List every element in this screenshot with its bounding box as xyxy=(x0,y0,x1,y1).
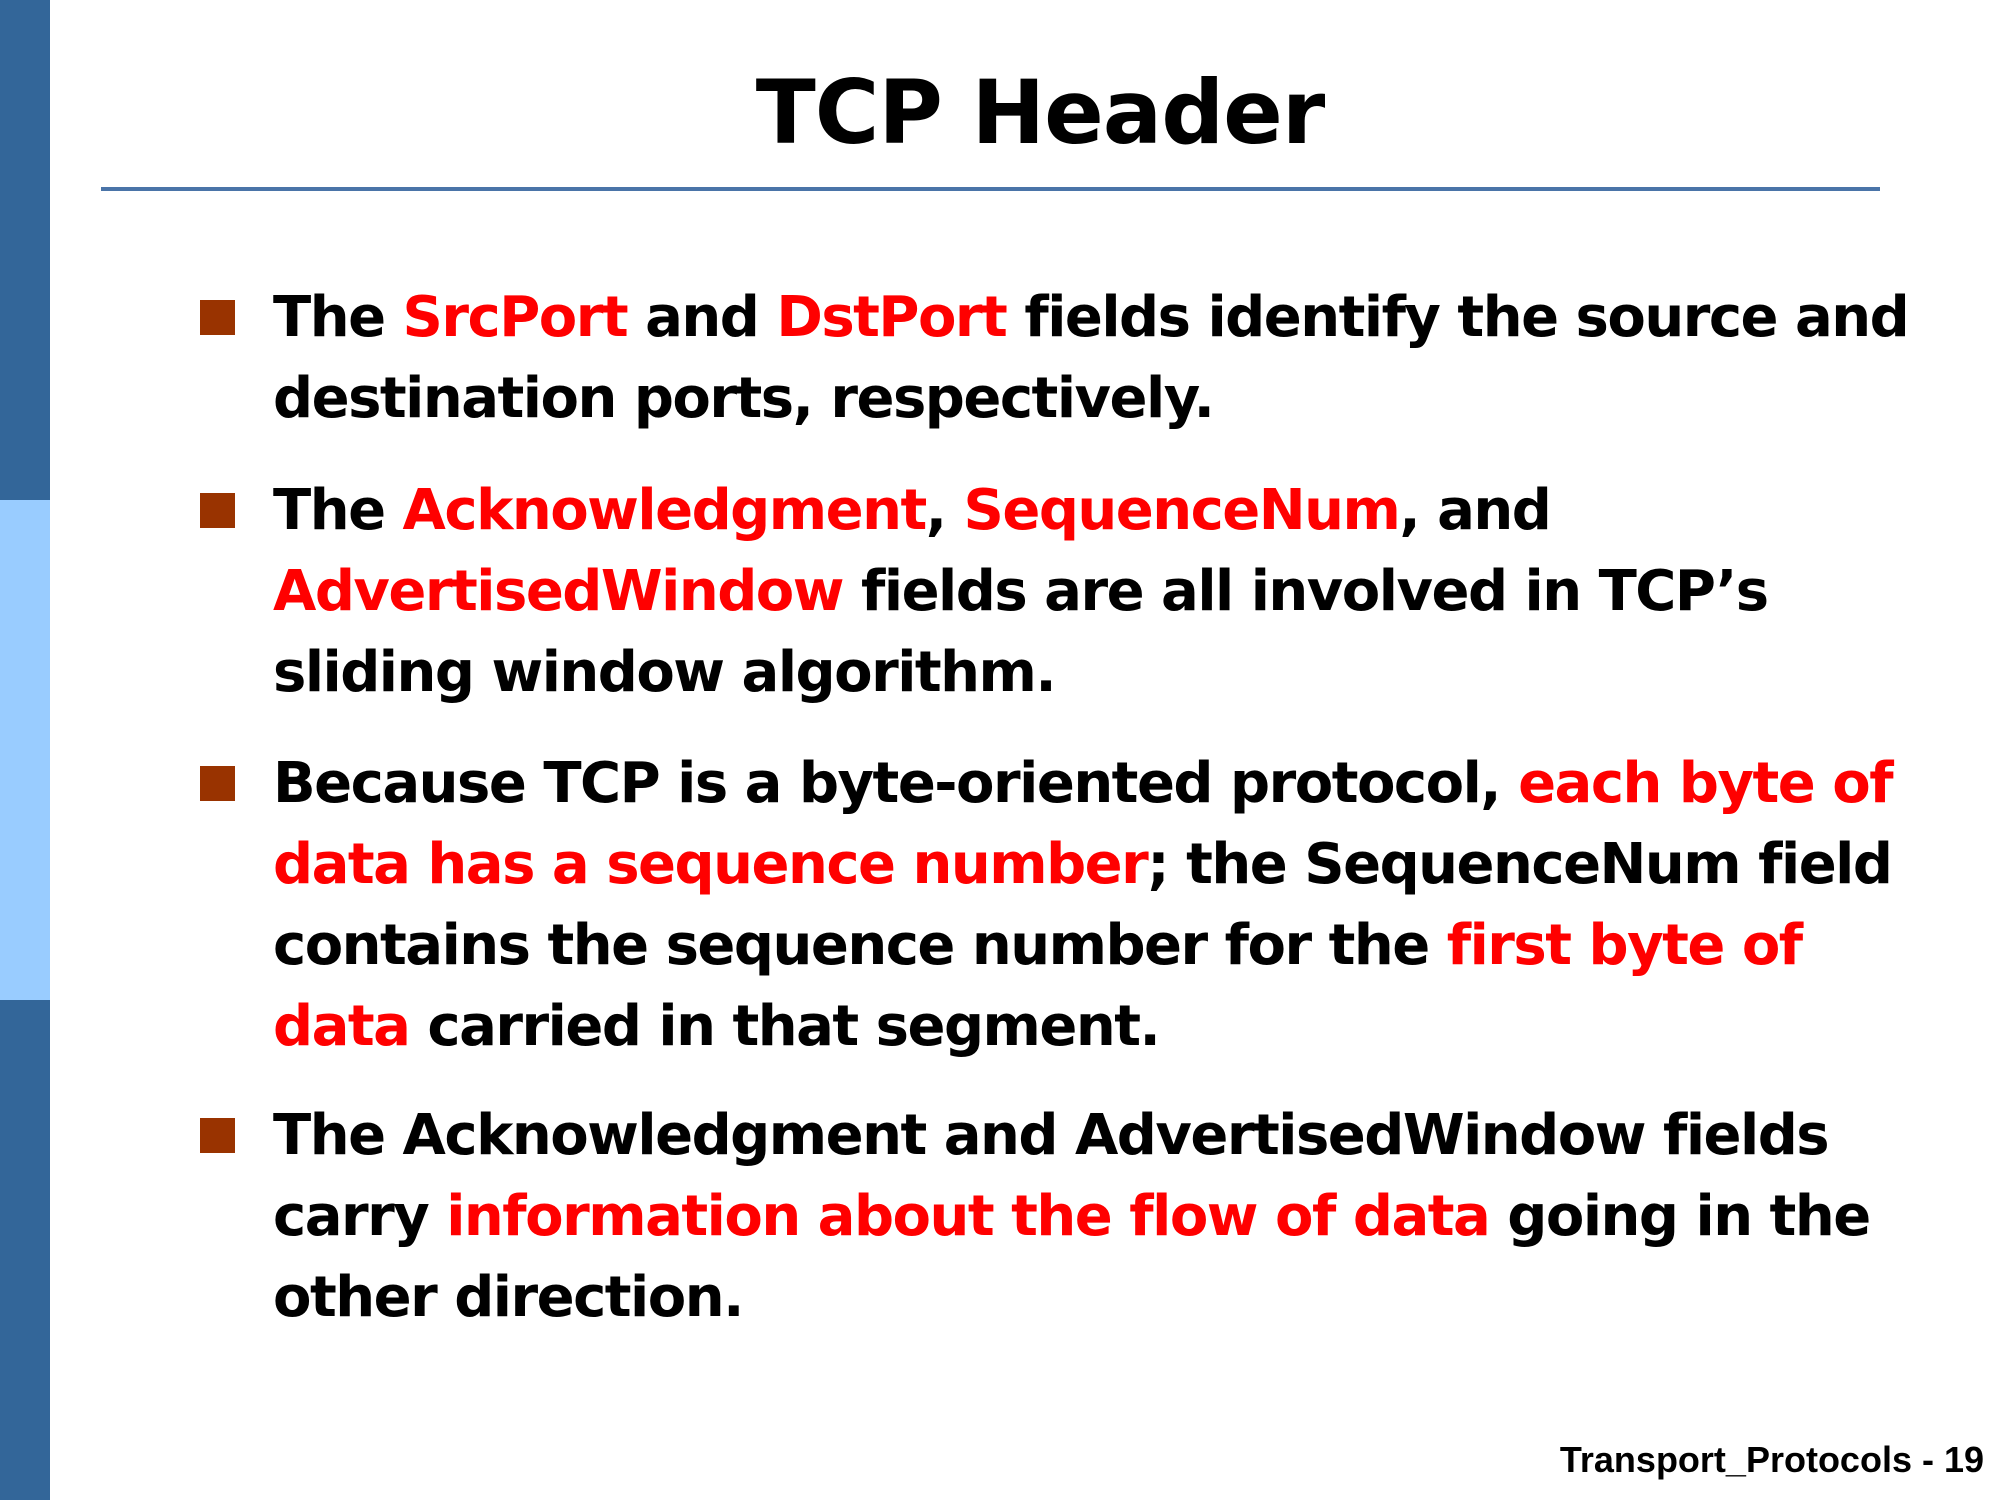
text-run: fields are all involved in TCP’s sliding window algorithm. xyxy=(273,559,1768,705)
highlighted-text-run: first byte of data xyxy=(273,913,1802,1059)
square-bullet-icon xyxy=(200,300,235,335)
slide-title: TCP Header xyxy=(755,61,1325,164)
text-run: and xyxy=(627,285,777,350)
highlighted-text-run: AdvertisedWindow xyxy=(273,559,844,624)
square-bullet-icon xyxy=(200,493,235,528)
bullet-text xyxy=(273,470,1913,713)
text-run: The xyxy=(273,285,403,350)
bullet-text xyxy=(273,743,1913,1067)
slide-footer: Transport_Protocols - 19 xyxy=(1559,1439,1984,1480)
text-run: The xyxy=(273,478,403,543)
highlighted-text-run: SrcPort xyxy=(402,285,628,350)
bullet-text xyxy=(273,1095,1913,1338)
highlighted-text-run: Acknowledgment xyxy=(402,478,926,543)
highlighted-text-run: each byte of data has a sequence number xyxy=(273,751,1893,897)
text-run: , and xyxy=(1399,478,1551,543)
square-bullet-icon xyxy=(200,766,235,801)
text-run: going in the other direction. xyxy=(273,1184,1870,1330)
text-run: ; the SequenceNum field contains the sequence number for the xyxy=(273,832,1892,978)
text-run: , xyxy=(925,478,964,543)
bullet-text xyxy=(273,277,1913,439)
highlighted-text-run: information about the flow of data xyxy=(446,1184,1490,1249)
text-run: The Acknowledgment and AdvertisedWindow fields carry xyxy=(273,1103,1829,1249)
text-run: fields identify the source and destination ports, respectively. xyxy=(273,285,1909,431)
highlighted-text-run: SequenceNum xyxy=(963,478,1400,543)
text-run: Because TCP is a byte-oriented protocol, xyxy=(273,751,1519,816)
highlighted-text-run: DstPort xyxy=(776,285,1007,350)
square-bullet-icon xyxy=(200,1118,235,1153)
text-run: carried in that segment. xyxy=(409,994,1160,1059)
